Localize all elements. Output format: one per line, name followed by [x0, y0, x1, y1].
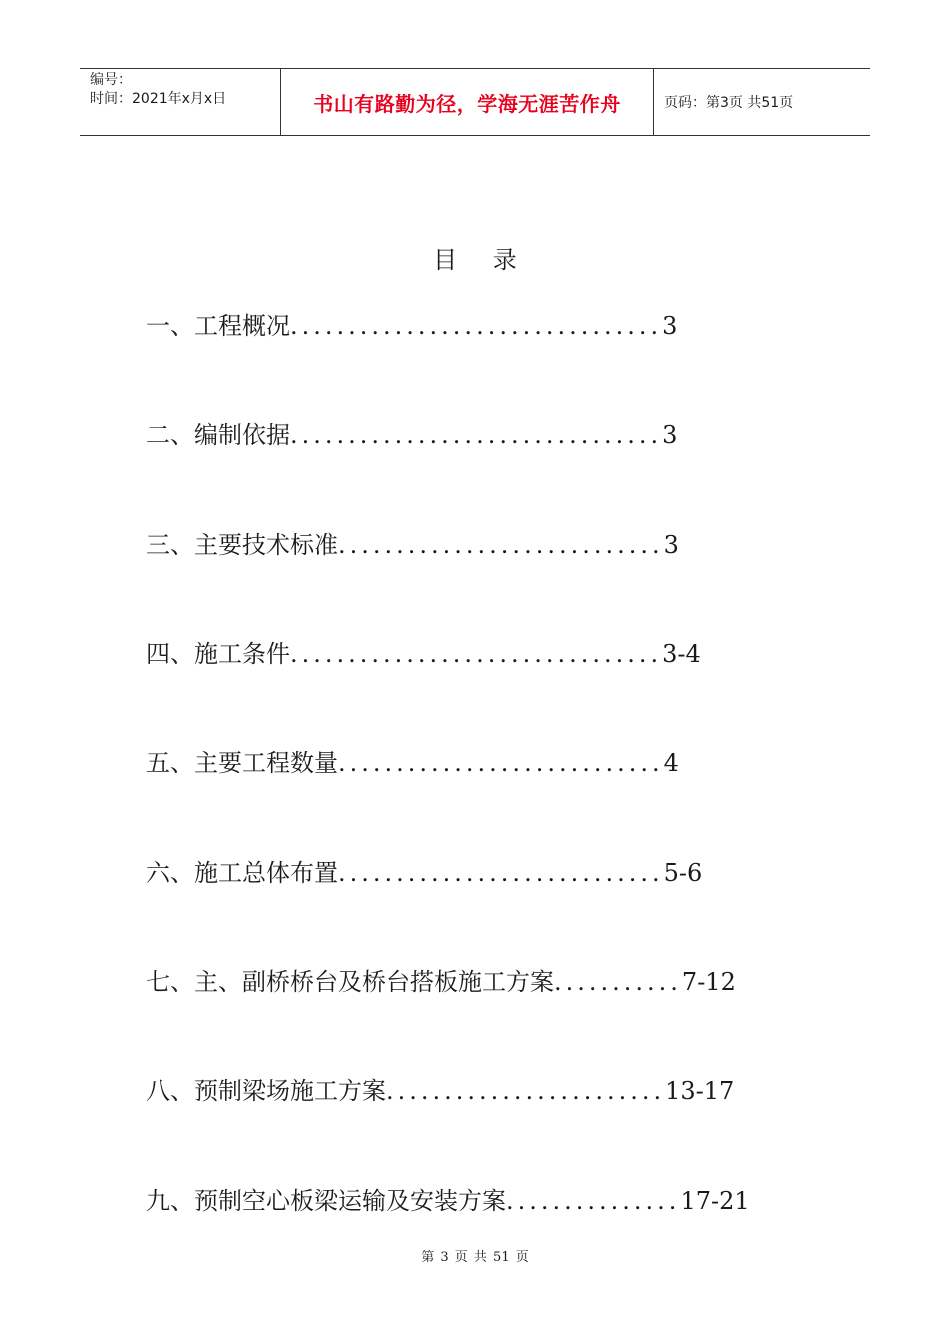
toc-item-page: 7-12 [681, 968, 736, 996]
toc-item[interactable] [146, 311, 677, 341]
toc-leader: ................................ [290, 312, 663, 340]
toc-item-label: 九、预制空心板梁运输及安装方案 [146, 1187, 506, 1215]
motto: 书山有路勤为径，学海无涯苦作舟 [313, 91, 621, 116]
toc-item[interactable] [146, 1186, 750, 1216]
toc-leader: ............................ [338, 531, 664, 559]
toc-item[interactable] [146, 858, 702, 888]
toc-item-page: 13-17 [665, 1077, 735, 1105]
toc-item-page: 5-6 [663, 859, 703, 887]
toc-item-page: 4 [663, 749, 679, 777]
toc-item-label: 四、施工条件 [146, 640, 290, 668]
date-label: 时间：2021年x月x日 [90, 91, 227, 107]
toc-item-page: 17-21 [680, 1187, 750, 1215]
toc-leader: ............................ [338, 859, 664, 887]
toc-item-page: 3 [662, 312, 678, 340]
page-info: 页码：第3页 共51页 [664, 95, 794, 111]
toc-leader: ................................ [290, 640, 663, 668]
serial-label: 编号： [90, 72, 132, 88]
toc-item[interactable] [146, 748, 679, 778]
toc-title: 目 录 [433, 246, 531, 274]
page-header [80, 68, 870, 136]
toc-item-label: 三、主要技术标准 [146, 531, 338, 559]
toc-leader: ........... [554, 968, 682, 996]
toc-item[interactable] [146, 530, 679, 560]
header-motto-cell [281, 69, 654, 135]
toc-item[interactable] [146, 1076, 734, 1106]
toc-item-label: 一、工程概况 [146, 312, 290, 340]
toc-item-label: 六、施工总体布置 [146, 859, 338, 887]
page-footer: 第 3 页 共 51 页 [421, 1250, 529, 1265]
toc-item-page: 3-4 [662, 640, 701, 668]
header-page-info-cell [654, 69, 870, 135]
toc-item-label: 五、主要工程数量 [146, 749, 338, 777]
toc-item-label: 七、主、副桥桥台及桥台搭板施工方案 [146, 968, 554, 996]
toc-leader: ............... [506, 1187, 681, 1215]
toc-item-label: 二、编制依据 [146, 421, 290, 449]
toc-item[interactable] [146, 967, 736, 997]
toc-leader: ........................ [386, 1077, 666, 1105]
toc-leader: ................................ [290, 421, 663, 449]
toc-leader: ............................ [338, 749, 664, 777]
toc-item[interactable] [146, 420, 677, 450]
toc-item-page: 3 [662, 421, 678, 449]
toc-item[interactable] [146, 639, 701, 669]
header-meta [80, 69, 281, 135]
toc-item-page: 3 [663, 531, 679, 559]
toc-item-label: 八、预制梁场施工方案 [146, 1077, 386, 1105]
